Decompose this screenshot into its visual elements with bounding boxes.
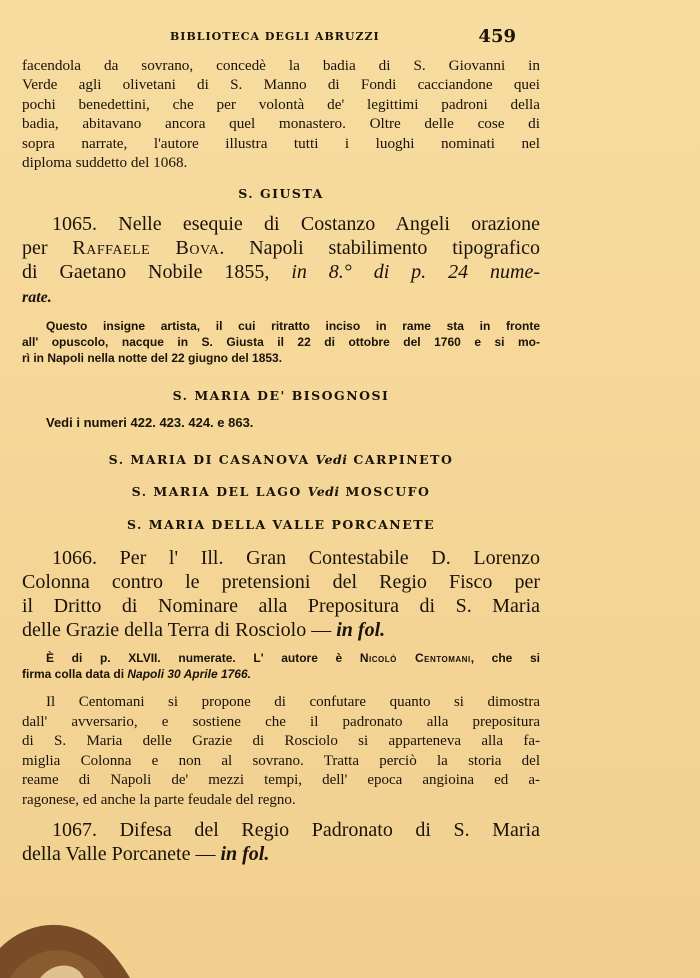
- note-1065: [22, 318, 540, 366]
- entry-line: 1066. Per l' Ill. Gran Contestabile D. Lorenzo: [52, 547, 540, 569]
- text-line: sopra narrate, l'autore illustra tutti i luoghi nominati nel: [22, 134, 540, 152]
- section-heading-valle: S. MARIA DELLA VALLE PORCANETE: [126, 517, 436, 532]
- running-title: BIBLIOTECA DEGLI ABRUZZI: [170, 30, 380, 43]
- text-line: miglia Colonna e non al sovrano. Tratta perciò la storia del: [22, 752, 540, 769]
- entry-line: della Valle Porcanete — in fol.: [22, 843, 270, 865]
- section-heading-casanova: S. MARIA DI CASANOVA Vedi CARPINETO: [108, 452, 454, 467]
- cross-reference: MOSCUFO: [345, 484, 431, 499]
- text-line: Verde agli olivetani di S. Manno di Fondi cacciandone quei: [22, 76, 540, 94]
- entry-line: 1065. Nelle esequie di Costanzo Angeli orazione: [52, 213, 540, 235]
- entry-line: Colonna contro le pretensioni del Regio Fisco per: [22, 571, 540, 593]
- text-line: Il Centomani si propone di confutare quanto si dimostra: [46, 694, 540, 710]
- entry-line: il Dritto di Nominare alla Prepositura di S. Maria: [22, 595, 540, 617]
- note-line: firma colla data di Napoli 30 Aprile 1766.: [22, 667, 251, 681]
- entry-1065: [22, 212, 540, 310]
- section-heading-lago: S. MARIA DEL LAGO Vedi MOSCUFO: [131, 484, 431, 499]
- entry-line: delle Grazie della Terra di Rosciolo — in fol.: [22, 619, 386, 641]
- text-line: diploma suddetto del 1068.: [22, 154, 188, 172]
- section-heading-giusta: S. GIUSTA: [238, 186, 324, 201]
- entry-line: di Gaetano Nobile 1855, in 8.° di p. 24 nume-: [22, 261, 541, 283]
- note-1066: [22, 650, 540, 682]
- running-header: [170, 26, 516, 48]
- note-line: rì in Napoli nella notte del 22 giugno del 1853.: [22, 351, 283, 365]
- paragraph-centomani: [22, 693, 540, 811]
- text-line: reame di Napoli de' mezzi tempi, dell' epoca angioina ed a-: [22, 772, 540, 789]
- vedi-label: Vedi: [315, 452, 348, 467]
- cross-reference: CARPINETO: [353, 452, 454, 467]
- text-line: ragonese, ed anche la parte feudale del regno.: [22, 791, 296, 808]
- entry-1066: [22, 546, 540, 642]
- entry-line: 1067. Difesa del Regio Padronato di S. Maria: [52, 819, 540, 841]
- text-line: facendola da sovrano, concedè la badia di S. Giovanni in: [22, 57, 540, 74]
- page-number: 459: [478, 26, 516, 47]
- intro-paragraph: [22, 56, 540, 172]
- see-also-bisognosi: Vedi i numeri 422. 423. 424. e 863.: [46, 415, 254, 430]
- text-line: badia, abitavano ancora quel monastero. Oltre delle cose di: [22, 115, 540, 133]
- section-heading-bisognosi: S. MARIA DE' BISOGNOSI: [172, 388, 390, 403]
- text-line: pochi benedettini, che per volontà de' legittimi padroni della: [22, 95, 540, 113]
- text-line: di S. Maria delle Grazie di Rosciolo si apparteneva alla fa-: [22, 733, 540, 750]
- note-line: Questo insigne artista, il cui ritratto inciso in rame sta in fronte: [46, 319, 540, 333]
- entry-line: rate.: [22, 289, 52, 306]
- note-line: all' opuscolo, nacque in S. Giusta il 22 di ottobre del 1760 e si mo-: [22, 335, 540, 349]
- entry-line: per Raffaele Bova. Napoli stabilimento tipografico: [22, 237, 540, 259]
- vedi-label: Vedi: [307, 484, 340, 499]
- page-stain: [0, 908, 150, 978]
- entry-1067: [22, 818, 540, 866]
- text-line: dall' avversario, e sostiene che il padronato alla prepositura: [22, 713, 540, 730]
- note-line: È di p. XLVII. numerate. L' autore è Nicolò Centomani, che si: [46, 651, 540, 665]
